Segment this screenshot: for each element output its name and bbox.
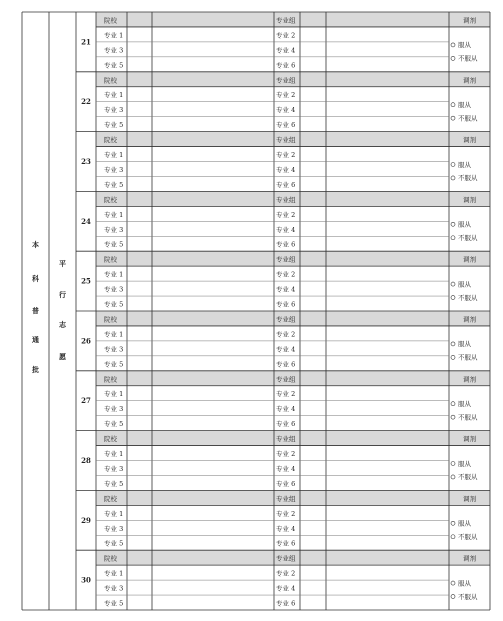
major-label: 专业 2 — [276, 270, 296, 279]
obey-radio[interactable] — [451, 521, 455, 525]
school-label: 院校 — [104, 435, 117, 444]
major-label: 专业 6 — [276, 479, 296, 488]
major-input-left[interactable] — [128, 463, 273, 473]
not-obey-label: 不服从 — [458, 54, 478, 63]
adjust-label: 调剂 — [463, 375, 476, 384]
school-label: 院校 — [104, 136, 117, 145]
major-input-right[interactable] — [301, 598, 448, 608]
major-input-right[interactable] — [301, 44, 448, 54]
not-obey-radio[interactable] — [451, 296, 455, 300]
group-label: 专业组 — [276, 136, 296, 145]
group-label: 专业组 — [276, 554, 296, 563]
adjust-label: 调剂 — [463, 315, 476, 324]
major-label: 专业 2 — [276, 390, 296, 399]
school-label: 院校 — [104, 554, 117, 563]
major-input-right[interactable] — [301, 463, 448, 473]
major-label: 专业 1 — [104, 390, 124, 399]
major-input-right[interactable] — [301, 29, 448, 39]
major-label: 专业 4 — [276, 225, 296, 234]
major-label: 专业 3 — [104, 106, 124, 115]
major-input-left[interactable] — [128, 149, 273, 159]
major-label: 专业 4 — [276, 106, 296, 115]
adjust-label: 调剂 — [463, 255, 476, 264]
major-label: 专业 3 — [104, 464, 124, 473]
school-label: 院校 — [104, 315, 117, 324]
major-label: 专业 5 — [104, 420, 124, 429]
group-input[interactable] — [301, 373, 448, 384]
major-label: 专业 4 — [276, 46, 296, 55]
not-obey-radio[interactable] — [451, 595, 455, 599]
major-input-right[interactable] — [301, 343, 448, 353]
major-input-left[interactable] — [128, 284, 273, 294]
school-input[interactable] — [128, 193, 273, 204]
major-label: 专业 5 — [104, 300, 124, 309]
major-input-right[interactable] — [301, 388, 448, 398]
obey-label: 服从 — [458, 41, 471, 50]
not-obey-label: 不服从 — [458, 174, 478, 183]
major-label: 专业 1 — [104, 91, 124, 100]
major-input-left[interactable] — [128, 418, 273, 428]
obey-label: 服从 — [458, 160, 471, 169]
not-obey-label: 不服从 — [458, 413, 478, 422]
major-label: 专业 5 — [104, 539, 124, 548]
mode-label-char: 平 — [59, 259, 66, 268]
school-label: 院校 — [104, 255, 117, 264]
major-input-left[interactable] — [128, 224, 273, 234]
major-input-right[interactable] — [301, 119, 448, 129]
obey-radio[interactable] — [451, 103, 455, 107]
school-label: 院校 — [104, 375, 117, 384]
school-input[interactable] — [128, 552, 273, 563]
adjust-label: 调剂 — [463, 76, 476, 85]
school-input[interactable] — [128, 253, 273, 264]
major-label: 专业 3 — [104, 285, 124, 294]
school-input[interactable] — [128, 14, 273, 25]
obey-radio[interactable] — [451, 342, 455, 346]
obey-radio[interactable] — [451, 43, 455, 47]
obey-label: 服从 — [458, 519, 471, 528]
major-input-right[interactable] — [301, 209, 448, 219]
major-label: 专业 6 — [276, 121, 296, 130]
major-input-left[interactable] — [128, 164, 273, 174]
major-input-left[interactable] — [128, 568, 273, 578]
major-label: 专业 1 — [104, 509, 124, 518]
major-input-right[interactable] — [301, 403, 448, 413]
school-input[interactable] — [128, 134, 273, 145]
group-label: 专业组 — [276, 315, 296, 324]
major-label: 专业 4 — [276, 405, 296, 414]
major-label: 专业 2 — [276, 450, 296, 458]
adjust-label: 调剂 — [463, 494, 476, 503]
group-input[interactable] — [301, 193, 448, 204]
obey-label: 服从 — [458, 459, 471, 468]
school-label: 院校 — [104, 76, 117, 85]
obey-radio[interactable] — [451, 162, 455, 166]
obey-label: 服从 — [458, 579, 471, 588]
major-label: 专业 5 — [104, 479, 124, 488]
group-label: 专业组 — [276, 76, 296, 85]
major-label: 专业 6 — [276, 420, 296, 429]
volunteer-number: 30 — [81, 575, 91, 585]
major-label: 专业 2 — [276, 569, 296, 578]
major-label: 专业 4 — [276, 285, 296, 294]
mode-label-char: 愿 — [59, 352, 66, 361]
major-label: 专业 5 — [104, 61, 124, 70]
major-input-left[interactable] — [128, 523, 273, 533]
major-label: 专业 3 — [104, 584, 124, 593]
not-obey-label: 不服从 — [458, 293, 478, 302]
volunteer-number: 22 — [81, 97, 91, 107]
school-input[interactable] — [128, 433, 273, 444]
major-input-right[interactable] — [301, 583, 448, 593]
group-label: 专业组 — [276, 195, 296, 204]
not-obey-radio[interactable] — [451, 116, 455, 120]
major-input-right[interactable] — [301, 224, 448, 234]
major-label: 专业 5 — [104, 180, 124, 189]
not-obey-label: 不服从 — [458, 353, 478, 362]
major-input-right[interactable] — [301, 478, 448, 488]
major-input-right[interactable] — [301, 328, 448, 338]
major-input-left[interactable] — [128, 59, 273, 69]
not-obey-radio[interactable] — [451, 236, 455, 240]
major-input-left[interactable] — [128, 104, 273, 114]
volunteer-number: 25 — [81, 276, 91, 286]
obey-radio[interactable] — [451, 402, 455, 406]
school-input[interactable] — [128, 492, 273, 503]
group-label: 专业组 — [276, 494, 296, 503]
major-label: 专业 2 — [276, 151, 296, 159]
major-input-left[interactable] — [128, 299, 273, 309]
major-label: 专业 2 — [276, 509, 296, 518]
major-input-left[interactable] — [128, 89, 273, 99]
obey-label: 服从 — [458, 220, 471, 229]
major-input-left[interactable] — [128, 448, 273, 458]
major-label: 专业 6 — [276, 240, 296, 249]
group-label: 专业组 — [276, 255, 296, 264]
volunteer-number: 27 — [81, 396, 91, 406]
group-input[interactable] — [301, 433, 448, 444]
major-label: 专业 3 — [104, 46, 124, 55]
not-obey-label: 不服从 — [458, 114, 478, 123]
volunteer-number: 23 — [81, 157, 91, 166]
major-label: 专业 4 — [276, 345, 296, 354]
major-label: 专业 3 — [104, 345, 124, 354]
school-input[interactable] — [128, 373, 273, 384]
major-input-right[interactable] — [301, 538, 448, 548]
major-input-left[interactable] — [128, 598, 273, 608]
not-obey-radio[interactable] — [451, 56, 455, 60]
obey-label: 服从 — [458, 340, 471, 349]
adjust-label: 调剂 — [463, 554, 476, 563]
major-label: 专业 1 — [104, 450, 124, 458]
mode-label-char: 行 — [59, 290, 66, 299]
major-label: 专业 2 — [276, 330, 296, 339]
volunteer-number: 24 — [81, 216, 91, 226]
major-label: 专业 1 — [104, 569, 124, 578]
major-input-right[interactable] — [301, 568, 448, 578]
major-label: 专业 2 — [276, 91, 296, 100]
not-obey-label: 不服从 — [458, 533, 478, 542]
major-input-right[interactable] — [301, 508, 448, 518]
major-input-right[interactable] — [301, 269, 448, 279]
major-label: 专业 1 — [104, 210, 124, 219]
major-input-right[interactable] — [301, 299, 448, 309]
obey-radio[interactable] — [451, 222, 455, 226]
adjust-label: 调剂 — [463, 195, 476, 204]
major-input-right[interactable] — [301, 523, 448, 533]
adjust-label: 调剂 — [463, 16, 476, 25]
volunteer-number: 26 — [81, 336, 91, 346]
major-label: 专业 5 — [104, 599, 124, 608]
not-obey-label: 不服从 — [458, 473, 478, 482]
major-input-left[interactable] — [128, 478, 273, 488]
major-label: 专业 4 — [276, 584, 296, 593]
major-label: 专业 6 — [276, 300, 296, 309]
major-label: 专业 1 — [104, 31, 124, 40]
major-input-right[interactable] — [301, 284, 448, 294]
major-input-right[interactable] — [301, 149, 448, 159]
adjust-label: 调剂 — [463, 136, 476, 145]
not-obey-radio[interactable] — [451, 176, 455, 180]
major-label: 专业 6 — [276, 61, 296, 70]
major-label: 专业 2 — [276, 31, 296, 40]
volunteer-number: 29 — [81, 515, 91, 525]
major-input-right[interactable] — [301, 448, 448, 458]
major-label: 专业 3 — [104, 225, 124, 234]
not-obey-label: 不服从 — [458, 234, 478, 243]
major-input-left[interactable] — [128, 209, 273, 219]
major-input-right[interactable] — [301, 358, 448, 368]
major-input-left[interactable] — [128, 583, 273, 593]
group-label: 专业组 — [276, 435, 296, 444]
section-label-char: 科 — [32, 274, 39, 283]
group-label: 专业组 — [276, 16, 296, 25]
school-label: 院校 — [104, 16, 117, 25]
major-label: 专业 3 — [104, 405, 124, 414]
not-obey-label: 不服从 — [458, 592, 478, 601]
volunteer-number: 28 — [81, 456, 91, 465]
not-obey-radio[interactable] — [451, 535, 455, 539]
volunteer-number: 21 — [81, 37, 91, 47]
school-input[interactable] — [128, 313, 273, 324]
group-input[interactable] — [301, 134, 448, 145]
not-obey-radio[interactable] — [451, 355, 455, 359]
major-label: 专业 3 — [104, 524, 124, 533]
major-input-left[interactable] — [128, 44, 273, 54]
major-label: 专业 5 — [104, 240, 124, 249]
major-input-left[interactable] — [128, 388, 273, 398]
not-obey-radio[interactable] — [451, 415, 455, 419]
major-input-left[interactable] — [128, 328, 273, 338]
major-input-left[interactable] — [128, 239, 273, 249]
adjust-label: 调剂 — [463, 435, 476, 444]
major-label: 专业 4 — [276, 464, 296, 473]
major-label: 专业 3 — [104, 165, 124, 174]
major-input-left[interactable] — [128, 538, 273, 548]
major-input-left[interactable] — [128, 508, 273, 518]
major-input-right[interactable] — [301, 59, 448, 69]
obey-radio[interactable] — [451, 581, 455, 585]
group-input[interactable] — [301, 253, 448, 264]
obey-radio[interactable] — [451, 282, 455, 286]
section-label-char: 本 — [32, 240, 39, 249]
school-label: 院校 — [104, 494, 117, 503]
major-input-right[interactable] — [301, 179, 448, 189]
group-input[interactable] — [301, 552, 448, 563]
major-input-left[interactable] — [128, 29, 273, 39]
major-label: 专业 4 — [276, 524, 296, 533]
major-input-left[interactable] — [128, 269, 273, 279]
major-label: 专业 6 — [276, 360, 296, 369]
major-label: 专业 6 — [276, 599, 296, 608]
major-input-right[interactable] — [301, 418, 448, 428]
major-label: 专业 5 — [104, 121, 124, 130]
obey-label: 服从 — [458, 280, 471, 289]
section-label-char: 通 — [32, 335, 39, 344]
major-input-right[interactable] — [301, 164, 448, 174]
major-input-left[interactable] — [128, 119, 273, 129]
section-label-char: 批 — [32, 365, 39, 374]
group-input[interactable] — [301, 14, 448, 25]
school-label: 院校 — [104, 195, 117, 204]
group-label: 专业组 — [276, 375, 296, 384]
section-label-char: 普 — [32, 306, 39, 315]
mode-label-char: 志 — [59, 320, 66, 329]
major-input-left[interactable] — [128, 179, 273, 189]
major-input-right[interactable] — [301, 239, 448, 249]
major-label: 专业 1 — [104, 270, 124, 279]
not-obey-radio[interactable] — [451, 475, 455, 479]
major-input-right[interactable] — [301, 89, 448, 99]
major-label: 专业 1 — [104, 151, 124, 159]
major-label: 专业 1 — [104, 330, 124, 339]
major-input-left[interactable] — [128, 403, 273, 413]
major-input-left[interactable] — [128, 358, 273, 368]
major-label: 专业 6 — [276, 180, 296, 189]
obey-radio[interactable] — [451, 461, 455, 465]
major-label: 专业 5 — [104, 360, 124, 369]
school-input[interactable] — [128, 74, 273, 85]
obey-label: 服从 — [458, 100, 471, 109]
group-input[interactable] — [301, 313, 448, 324]
major-label: 专业 4 — [276, 165, 296, 174]
group-input[interactable] — [301, 74, 448, 85]
group-input[interactable] — [301, 492, 448, 503]
major-input-right[interactable] — [301, 104, 448, 114]
major-input-left[interactable] — [128, 343, 273, 353]
major-label: 专业 2 — [276, 210, 296, 219]
major-label: 专业 6 — [276, 539, 296, 548]
obey-label: 服从 — [458, 399, 471, 408]
